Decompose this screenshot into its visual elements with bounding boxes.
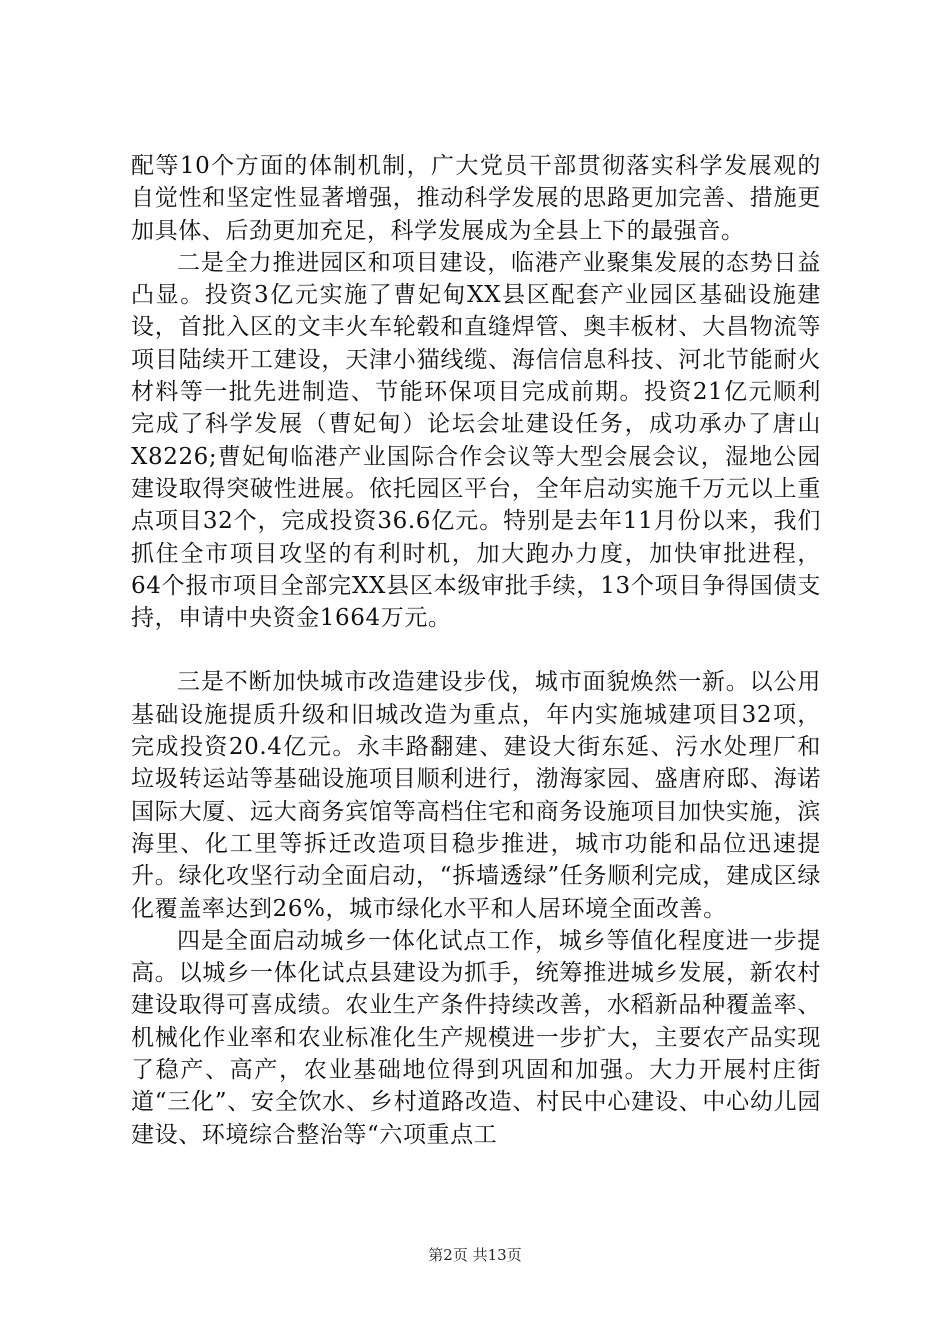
- page-footer: 第2页 共13页: [428, 1246, 522, 1264]
- paragraph-gap: [131, 634, 821, 666]
- paragraph-park-projects: 二是全力推进园区和项目建设，临港产业聚集发展的态势日益凸显。投资3亿元实施了曹妃甸XX县区配套产业园区基础设施建设，首批入区的文丰火车轮毂和直缝焊管、奥丰板材、大昌物流等项目陆续开工建设，天津小猫线缆、海信信息科技、河北节能耐火材料等一批先进制造、节能环保项目完成前期。投资21亿元顺利完成了科学发展（曹妃甸）论坛会址建设任务，成功承办了唐山X8226;曹妃甸临港产业国际合作会议等大型会展会议，湿地公园建设取得突破性进展。依托园区平台，全年启动实施千万元以上重点项目32个，完成投资36.6亿元。特别是去年11月份以来，我们抓住全市项目攻坚的有利时机，加大跑办力度，加快审批进程，64个报市项目全部完XX县区本级审批手续，13个项目争得国债支持，申请中央资金1664万元。: [131, 249, 821, 632]
- paragraph-urban-rural: 四是全面启动城乡一体化试点工作，城乡等值化程度进一步提高。以城乡一体化试点县建设为抓手，统筹推进城乡发展，新农村建设取得可喜成绩。农业生产条件持续改善，水稻新品种覆盖率、机械化作业率和农业标准化生产规模进一步扩大，主要农产品实现了稳产、高产，农业基础地位得到巩固和加强。大力开展村庄街道“三化”、安全饮水、乡村道路改造、村民中心建设、中心幼儿园建设、环境综合整治等“六项重点工: [131, 927, 821, 1148]
- body-text: [131, 150, 821, 1151]
- paragraph-urban-renewal: 三是不断加快城市改造建设步伐，城市面貌焕然一新。以公用基础设施提质升级和旧城改造为重点，年内实施城建项目32项，完成投资20.4亿元。永丰路翻建、建设大街东延、污水处理厂和垃圾转运站等基础设施项目顺利进行，渤海家园、盛唐府邸、海诺国际大厦、远大商务宾馆等高档住宅和商务设施项目加快实施，滨海里、化工里等拆迁改造项目稳步推进，城市功能和品位迅速提升。绿化攻坚行动全面启动，“拆墙透绿”任务顺利完成，建成区绿化覆盖率达到26%，城市绿化水平和人居环境全面改善。: [131, 669, 821, 922]
- paragraph-continuation: 配等10个方面的体制机制，广大党员干部贯彻落实科学发展观的自觉性和坚定性显著增强，推动科学发展的思路更加完善、措施更加具体、后劲更加充足，科学发展成为全县上下的最强音。: [131, 153, 821, 244]
